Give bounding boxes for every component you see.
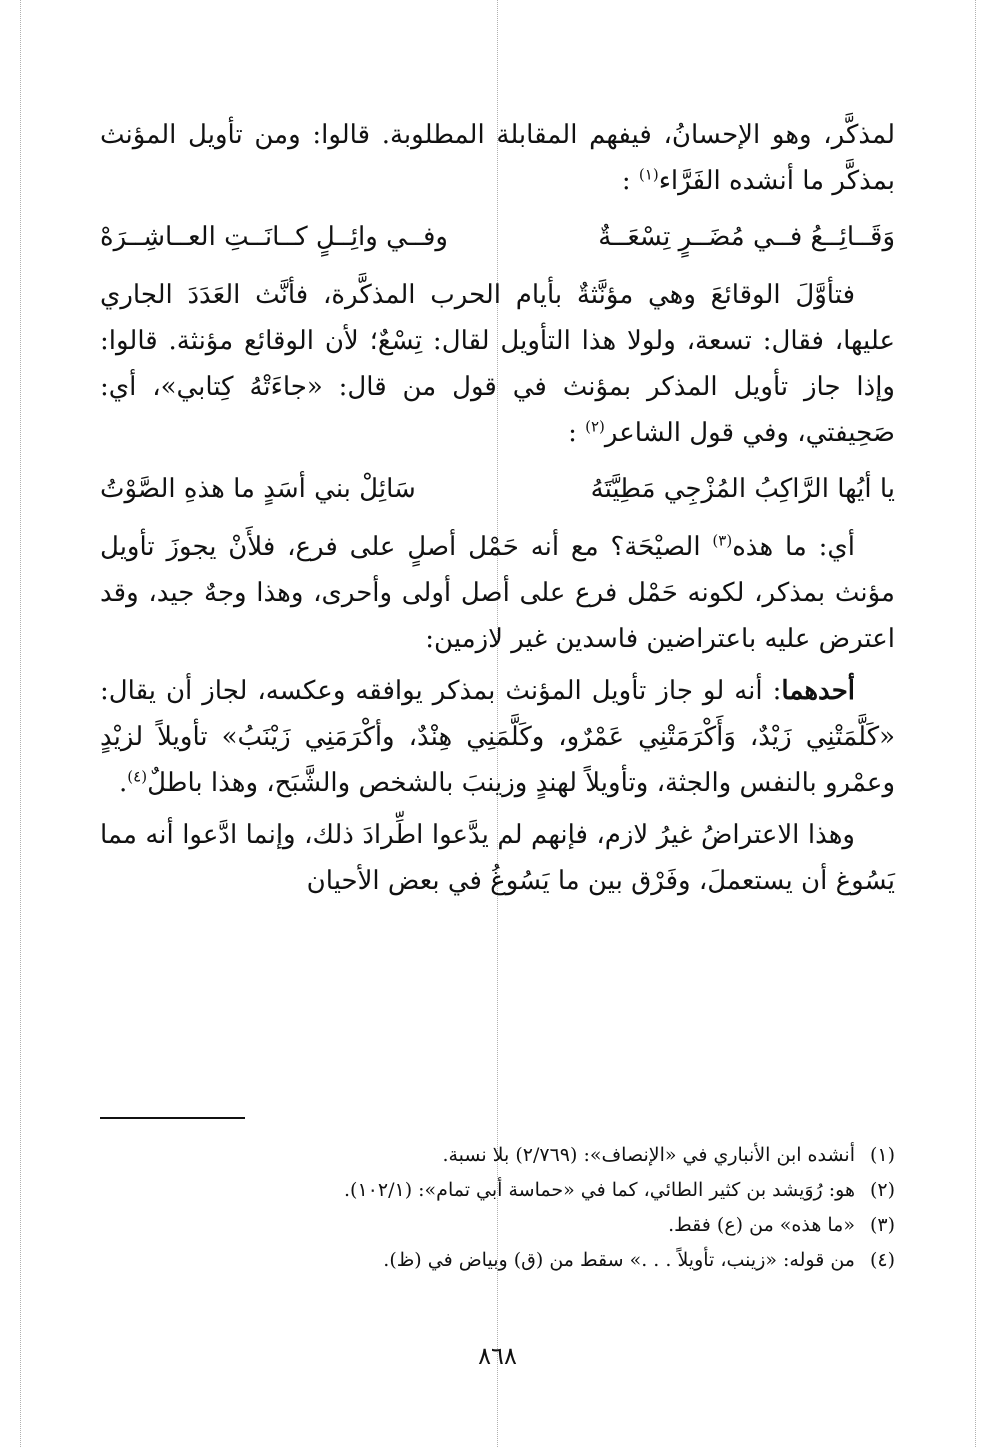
paragraph-5: وهذا الاعتراضُ غيرُ لازم، فإنهم لم يدَّعوا اطِّرادَ ذلك، وإنما ادَّعوا أنه مما يَسُوغ أن يستعملَ، وفَرْق بين ما يَسُوغُ في بعض الأحيان (100, 820, 895, 896)
paragraph-1: لمذكَّر، وهو الإحسانُ، فيفهم المقابلة المطلوبة. قالوا: ومن تأويل المؤنث بمذكَّر ما أنشده الفَرَّاء$^{(١)}$ : (100, 120, 895, 196)
page-number: ٨٦٨ (478, 1342, 517, 1370)
footnote-2: (٢)هو: رُوَيشد بن كثير الطائي، كما في «حماسة أبي تمام»: (١٠٢/١). (344, 1179, 895, 1201)
paragraph-4: أحدهما: أنه لو جاز تأويل المؤنث بمذكر يوافقه وعكسه، لجاز أن يقال: «كَلَّمَتْنِي زَيْدٌ، وَأَكْرَمَتْنِي عَمْرٌو، وكَلَّمَنِي هِنْدٌ، وأكْرَمَنِي زَيْنَبُ» تأويلاً لزيْدٍ وعمْرو بالنفس والجثة، وتأويلاً لهندٍ وزينبَ بالشخص والشَّبَح، وهذا باطلٌ$^{(٤)}$. (100, 676, 895, 798)
footnote-ref-1: (١) (638, 165, 659, 184)
verse-1 (100, 214, 895, 260)
footnote-divider (100, 1117, 245, 1119)
footnote-ref-2: (٢) (585, 417, 605, 436)
verse-1-first-hemistich: وَقَــائِــعُ فــي مُضَــرٍ تِسْعَــةٌ (598, 222, 895, 252)
paragraph-4-lead: أحدهما (781, 676, 855, 706)
footnote-ref-4: (٤) (127, 767, 148, 786)
paragraph-2: فتأوَّلَ الوقائعَ وهي مؤنَّثةٌ بأيام الحرب المذكَّرة، فأنَّث العَدَدَ الجاري عليها، فقال: تسعة، ولولا هذا التأويل لقال: تِسْعٌ؛ لأن الوقائع مؤنثة. قالوا: وإذا جاز تأويل المذكر بمؤنث في قول من قال: «جاءَتْهُ كِتابي»، أي: صَحِيفتي، وفي قول الشاعر$^{(٢)}$ : (100, 280, 895, 448)
verse-2-first-hemistich: يا أيُها الرَّاكِبُ المُزْجِي مَطِيَّتَهُ (590, 474, 895, 504)
footnote-3: (٣)«ما هذه» من (ع) فقط. (668, 1214, 895, 1236)
scan-guide-right (975, 0, 976, 1447)
paragraph-3: أي: ما هذه$^{(٣)}$ الصيْحَة؟ مع أنه حَمْل أصلٍ على فرع، فلأَنْ يجوزَ تأويل مؤنث بمذكر، لكونه حَمْل فرع على أصل أولى وأحرى، وهذا وجهٌ جيد، وقد اعترض عليه باعتراضين فاسدين غير لازمين: (100, 531, 895, 654)
footnotes (100, 1138, 895, 1278)
verse-1-second-hemistich: وفــي وائِــلٍ كــانَــتِ العــاشِــرَهْ (100, 222, 448, 252)
verse-2 (100, 466, 895, 512)
scan-guide-left (20, 0, 21, 1447)
verse-2-second-hemistich: سَائِلْ بني أسَدٍ ما هذهِ الصَّوْتُ (100, 474, 416, 504)
footnote-ref-3: (٣) (712, 531, 733, 550)
page-body (100, 112, 895, 910)
footnote-4: (٤)من قوله: «زينب، تأويلاً . . .» سقط من (ق) وبياض في (ظ). (383, 1249, 895, 1271)
footnote-1: (١)أنشده ابن الأنباري في «الإنصاف»: (٢/٧٦٩) بلا نسبة. (442, 1144, 895, 1166)
